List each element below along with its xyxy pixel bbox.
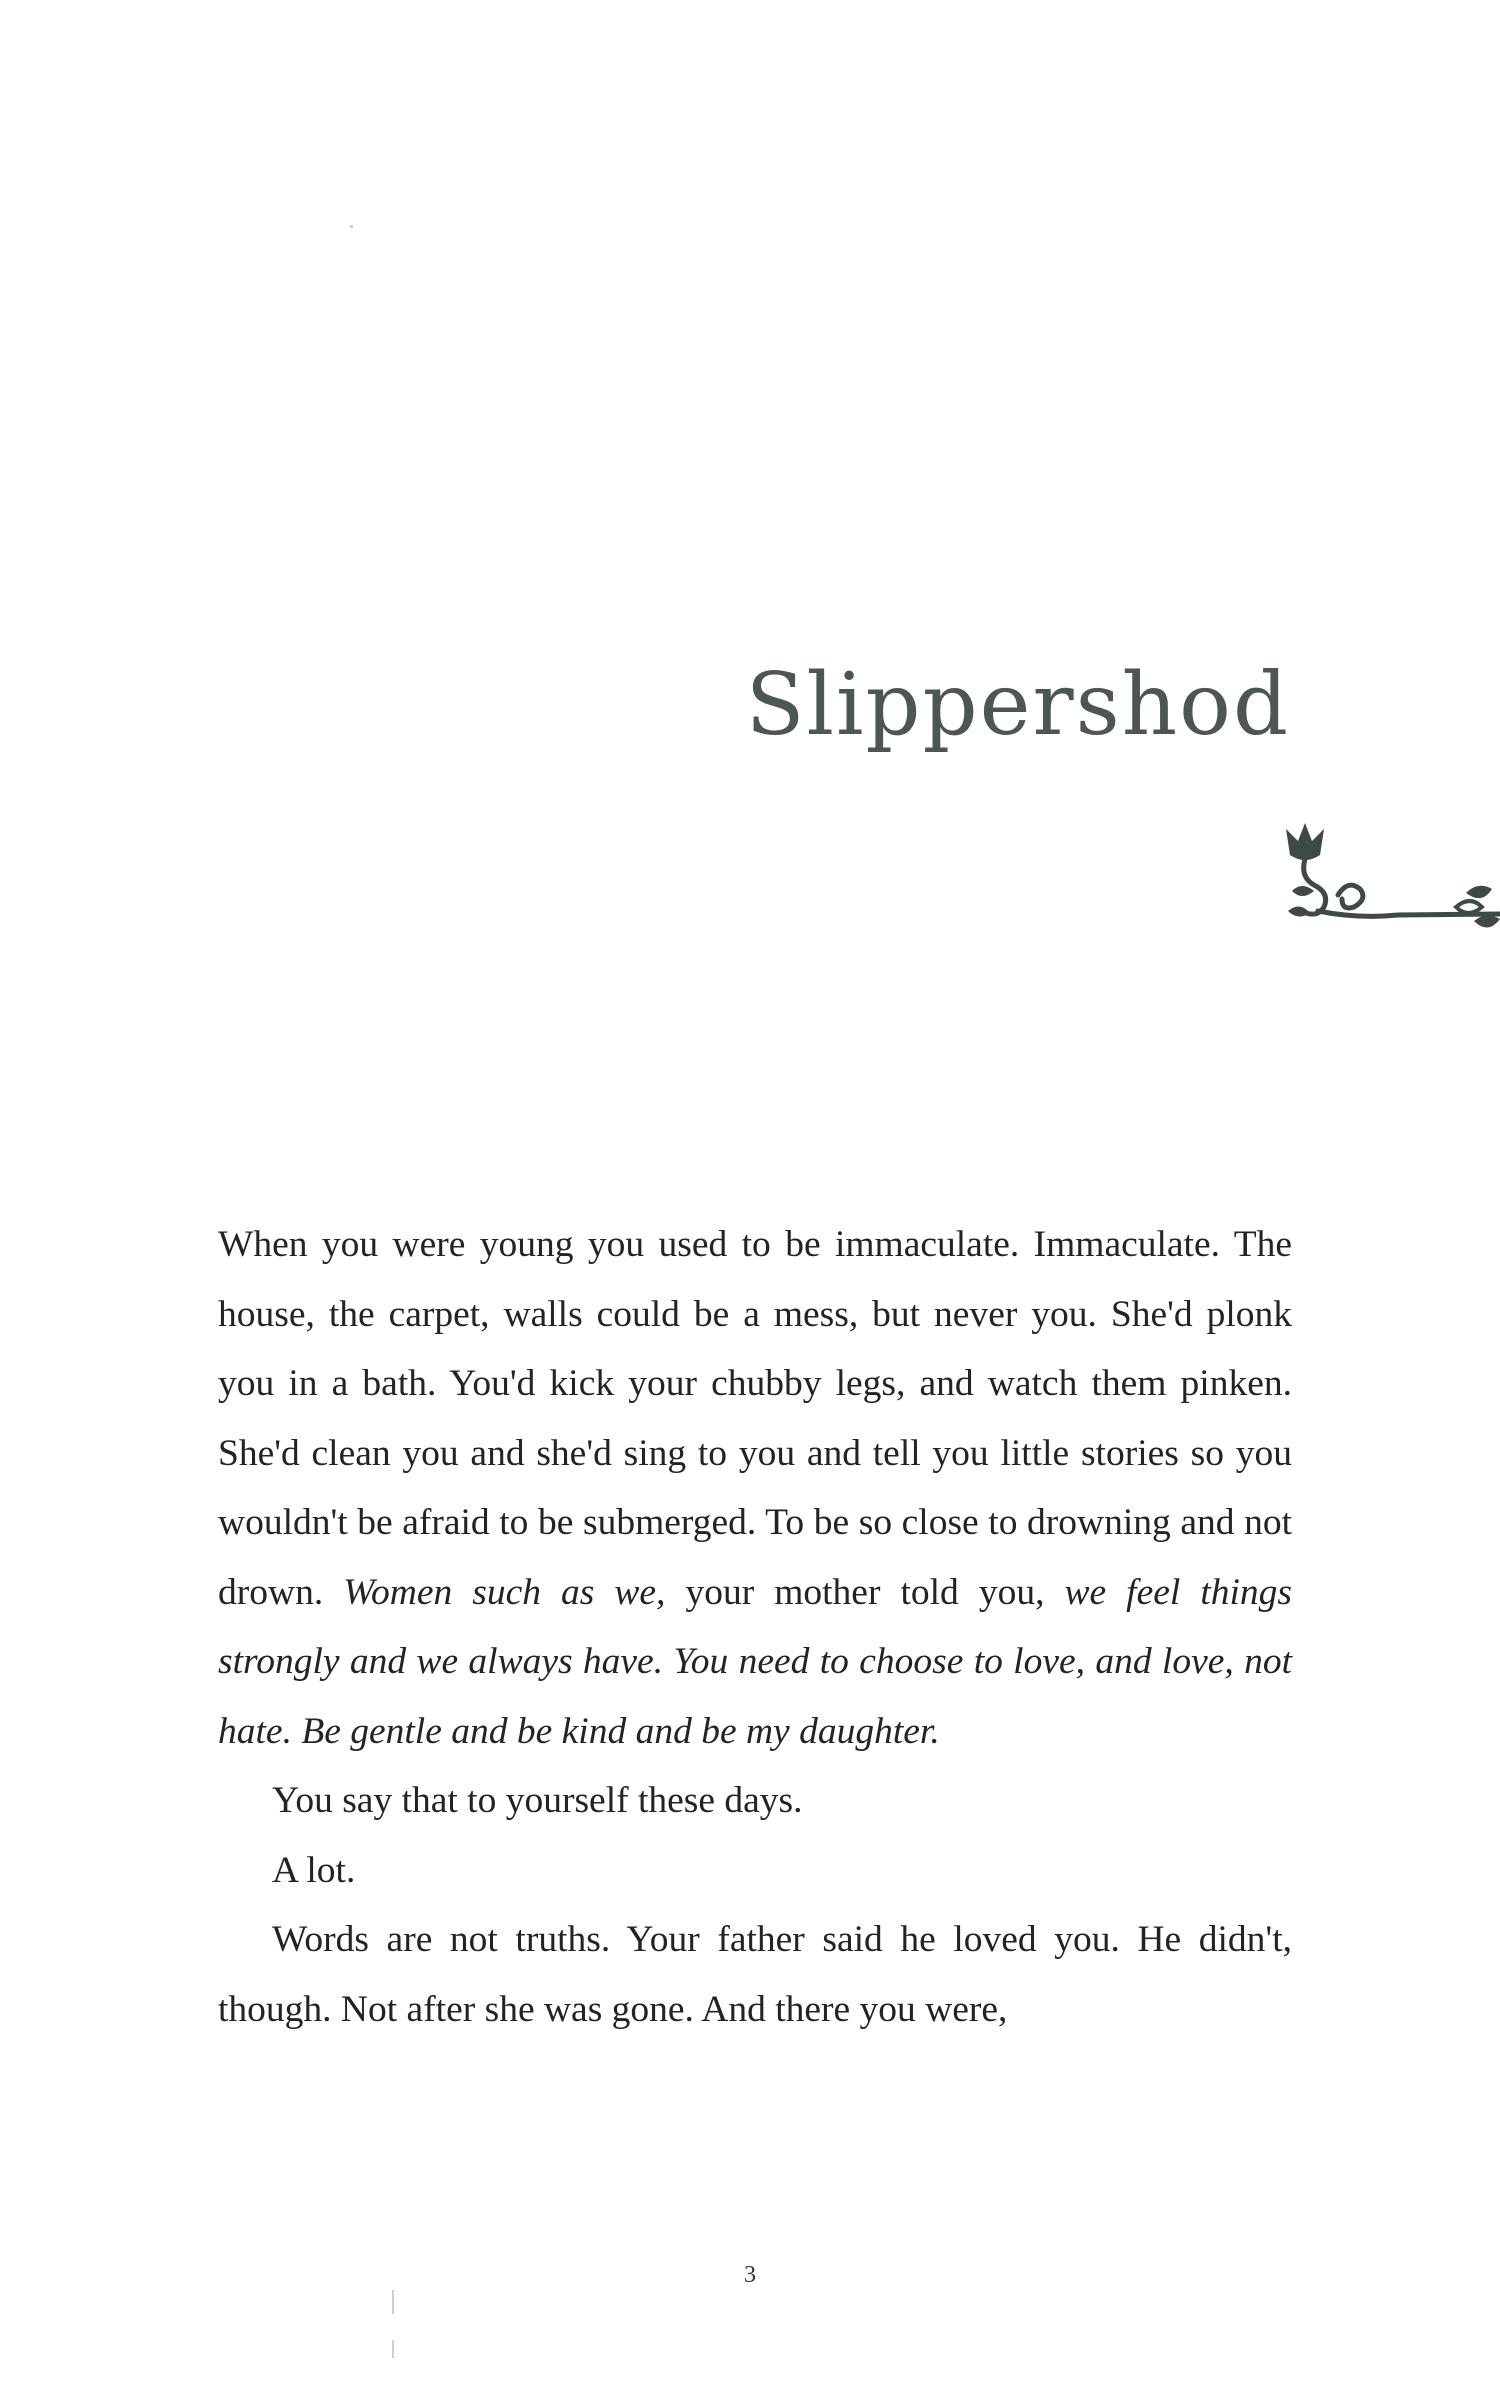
paragraph-1 (218, 1210, 1292, 1766)
scan-speck (392, 2290, 394, 2314)
paragraph-2: You say that to yourself these days. (272, 1780, 803, 1821)
paragraph-1-italic-1: Women such as we, (343, 1571, 666, 1613)
paragraph-4: Words are not truths. Your father said he loved you. He didn't, though. Not after she was gone. And there you were, (218, 1919, 1292, 2030)
body-text (218, 1210, 1292, 2044)
paragraph-1-italic-2: we feel things strongly and we always have. You need to choose to love, and love, not hate. Be gentle and be kind and be my daughter. (218, 1571, 1292, 1752)
vine-flourish-icon (1278, 815, 1500, 955)
paragraph-1-text-1: When you were young you used to be immaculate. Immaculate. The house, the carpet, walls could be a mess, but never you. She'd plonk you in a bath. You'd kick your chubby legs, and watch them pinken. She'd clean you and she'd sing to you and tell you little stories so you wouldn't be afraid to be submerged. To be so close to drowning and not drown. (218, 1224, 1292, 1613)
paragraph-1-text-2: your mother told you, (665, 1571, 1065, 1613)
paragraph-3: A lot. (272, 1849, 356, 1891)
scan-speck (350, 225, 353, 228)
chapter-title: Slippershod (745, 655, 1290, 755)
page-number: 3 (744, 2262, 756, 2288)
scan-speck (392, 2340, 394, 2358)
